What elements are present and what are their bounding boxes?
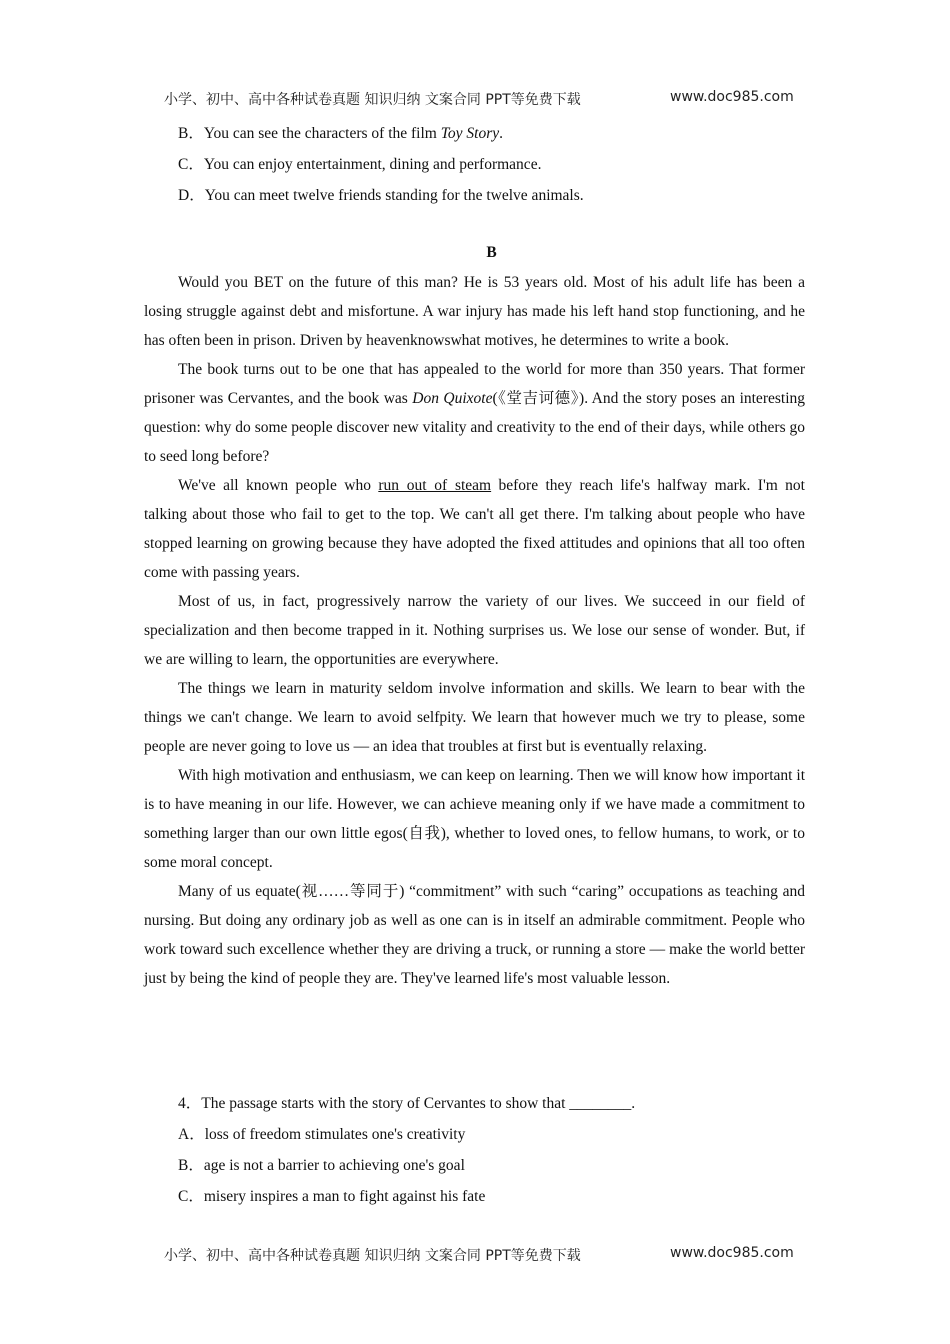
option-label: B． [178,125,204,142]
question-stem: 4．The passage starts with the story of Cervantes to show that ________. [178,1095,636,1112]
page-footer [164,1245,804,1265]
p3-text-b: before they reach life's halfway mark. I'm not talking about those who fail to get to the top. We can't all get there. I'm talking about people who have stopped learning on growing because they have adopted the fixed attitudes and opinions that all too often come with passing years. [144,477,805,581]
footer-site-link[interactable]: www.doc985.com [670,1245,794,1261]
question-option-b: B．age is not a barrier to achieving one's goal [178,1157,465,1174]
paragraph-3 [144,471,805,587]
question-option-c: C．misery inspires a man to fight against his fate [178,1188,486,1205]
p3-text-a: We've all known people who [178,477,379,494]
p2-text-b: (《堂吉诃德》). And the story poses an interesting question: why do some people discover new vitality and creativity to the end of their days, while others go to seed long before? [144,390,806,465]
option-text-end: . [499,125,504,142]
question-option-a: A．loss of freedom stimulates one's creativity [178,1126,466,1143]
paragraph-2 [144,355,805,471]
option-text: You can see the characters of the film [203,125,441,142]
page-header [164,89,804,109]
option-d-prev [178,186,584,206]
option-text: You can meet twelve friends standing for the twelve animals. [204,187,584,204]
header-site-link[interactable]: www.doc985.com [670,89,794,105]
paragraph-6: With high motivation and enthusiasm, we can keep on learning. Then we will know how important it is to have meaning in our life. However, we can achieve meaning only if we have made a commitment to something larger than our own little egos(自我), whether to loved ones, to fellow humans, to work, or to some moral concept. [144,767,805,871]
paragraph-4: Most of us, in fact, progressively narrow the variety of our lives. We succeed in our field of specialization and then become trapped in it. Nothing surprises us. We lose our sense of wonder. But, if we are willing to learn, the opportunities are everywhere. [144,593,805,668]
underlined-phrase: run_out_of_steam [378,477,492,494]
option-label: C． [178,156,204,173]
header-text: 小学、初中、高中各种试卷真题 知识归纳 文案合同 PPT等免费下载 [164,92,581,108]
paragraph-7: Many of us equate(视……等同于) “commitment” with such “caring” occupations as teaching and nursing. But doing any ordinary job as well as one can is in itself an admirable commitment. People who work toward such excellence whether they are driving a truck, or running a store — make the world better just by being the kind of people they are. They've learned life's most valuable lesson. [144,883,805,987]
question-4 [178,1088,635,1212]
film-title: Toy Story [440,125,500,142]
paragraph-5: The things we learn in maturity seldom involve information and skills. We learn to bear with the things we can't change. We learn to avoid selfpity. We learn that however much we try to please, some people are never going to love us — an idea that troubles at first but is eventually relaxing. [144,680,805,755]
book-title: Don Quixote [412,390,493,407]
section-title: B [486,244,497,261]
option-label: D． [178,187,205,204]
option-b-prev [178,124,503,144]
option-c-prev [178,155,541,175]
option-text: You can enjoy entertainment, dining and performance. [203,156,542,173]
paragraph-1: Would you BET on the future of this man? He is 53 years old. Most of his adult life has been a losing struggle against debt and misfortune. A war injury has made his left hand stop functioning, and he has often been in prison. Driven by heavenknowswhat motives, he determines to write a book. [144,274,805,349]
footer-text: 小学、初中、高中各种试卷真题 知识归纳 文案合同 PPT等免费下载 [164,1248,581,1264]
reading-passage [144,268,805,993]
p2-text-a: The book turns out to be one that has appealed to the world for more than 350 years. That former prisoner was Cervantes, and the book was [144,361,805,407]
